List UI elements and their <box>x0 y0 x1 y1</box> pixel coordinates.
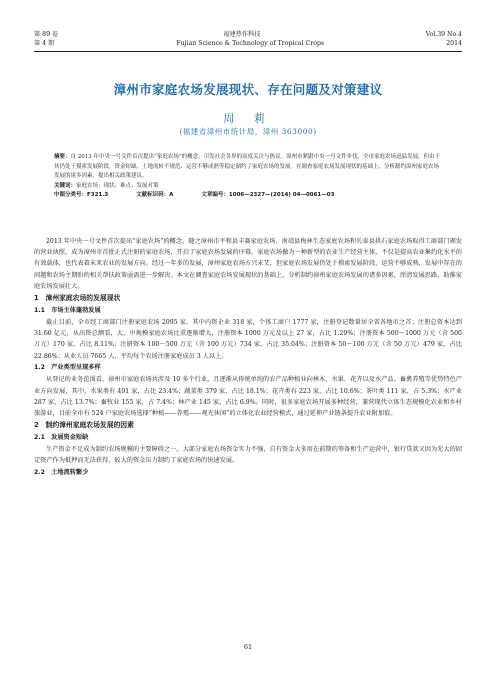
paragraph-1-2: 从登记的业务范围看，漳州市家庭农场共涉及 10 多个行业，且逐渐从传统单纯的农产品种植业向林木、水果、花卉以及水产品、畜禽养殖等优势特色产业方向发展，其中，水果类有 491 家，占比 23.4%；蔬菜类 379 家，占比 18.1%；花卉类有 223 家，占比 10.6%；茶叶类 111 家，占 5.3%；水产业 287 家，占比 13.7%；畜牧业 155 家，占 7.4%；林产业 145 家，占比 6.9%。同时，很多家庭农场开展多种经营，兼营现代立体生态规模化农业和乡村旅游业，目前全市有 524 户家庭农场选择“种植——养殖——观光休闲”的立体化农业经营模式，通过延伸产业链条提升农业附加值。 <box>34 376 462 417</box>
keywords-text: 家庭农场；现状；难点；发展对策 <box>76 182 159 189</box>
body-text <box>34 236 462 479</box>
subsection-heading-1-1: 1.1 市场主体蓬勃发展 <box>34 306 101 314</box>
subsection-heading-2-1: 2.1 发展资金短缺 <box>34 433 89 441</box>
article-number: 文章编号：1006—2327—(2014) 04—0061—03 <box>201 192 335 199</box>
header-year: 2014 <box>446 40 462 47</box>
header-volume-en: Vol.39 No.4 <box>425 31 462 38</box>
paragraph-1-1: 截止目前，全市经工商部门注册家庭农场 2095 家，其中内资企业 318 家，个体工商户 1777 家，注册登记数量居全省各地市之首；注册总资本达到 31.60 亿元，从出资总额看，大、中规模家庭农场比重逐渐增大，注册资本 1000 万元及以上 27 家，占比 1.29%；注册资本 500～1000 万元（含 500 万元）170 家，占比 8.11%；注册资本 100～500 万元（含 100 万元）734 家，占比 35.04%；注册资本 50～100 万元（含 50 万元）479 家，占比 22.86%；从业人员 7665 人，平均每个农场注册家庭成员 3 人以上。 <box>34 319 462 360</box>
abstract-text: 自 2013 年中央一号文件首次提出“家庭农场”的概念，引发社会各界的高度关注与热议。漳州市紧跟中央一号文件步伐，全市家庭农场迅猛发展，但由于其仍处于摸索发展阶段，资金短缺、土地流转不规范、运营不够成熟等稳定制约了家庭农场的发展。在调查家庭农场发展现状的基础上，分析制约漳州家庭农场发展的诸多因素，提出相关政策建议。 <box>54 154 441 180</box>
header-journal-en: Fujian Science & Technology of Tropical Crops <box>176 40 325 47</box>
header-volume: 第 89 卷 <box>34 31 59 38</box>
abstract-block <box>54 153 442 201</box>
header-issue: 第 4 期 <box>34 40 55 47</box>
running-header <box>34 30 462 48</box>
paragraph-2-1: 生产资金不足成为制约农场规模的主要障碍之一。大部分家庭农场资金实力不强，自有资金大多用在前期的筹备和生产运营中，银行贷款又因为无大的固定资产作为抵押而无法获得，较大的资金压力制约了家庭农场的快速发展。 <box>34 446 462 465</box>
clc-number: 中图分类号：F321.3 <box>54 192 109 199</box>
paper-title: 漳州市家庭农场发展现状、存在问题及对策建议 <box>113 82 383 97</box>
subsection-heading-1-2: 1.2 产业类型呈现多样 <box>34 363 101 371</box>
abstract-paragraph <box>54 153 442 182</box>
header-divider <box>34 51 462 52</box>
document-code: 文献标识码：A <box>136 192 174 199</box>
section-heading-2: 2 制约漳州家庭农场发展的因素 <box>34 421 134 430</box>
classification-line <box>54 191 442 201</box>
subsection-heading-2-2: 2.2 土地流转繁少 <box>34 468 89 476</box>
page-number: 61 <box>243 643 253 651</box>
abstract-label: 摘要： <box>54 154 71 160</box>
author-affiliation: (福建省漳州市统计局，漳州 363000) <box>179 127 317 136</box>
author-name: 周 莉 <box>223 112 273 125</box>
section-heading-1: 1 漳州家庭农场的发展现状 <box>34 294 121 303</box>
keywords-label: 关键词： <box>54 182 77 189</box>
intro-paragraph: 2013 年中央一号文件首次提出“家庭农场”的概念，随之漳州市平和县丰赛家庭农场、南靖县梅林生态家庭农场和长泰县拱石家庭农场取得工商部门颁发的营业执照，成为漳州市首批正式注册的家庭农场，开启了家庭农场发展的序幕。家庭农场做为一种新型的农业生产经营主体，不仅是提高农业集约化水平的有效载体，也代表着未来农业的发展方向。经过一年多的发展，漳州家庭农场方兴未艾，但家庭农场发展仍处于摸索发展阶段，运营不够成熟，发展中存在的问题和农场主期盼的相关帮扶政策亟需进一步解决。本文在调查家庭农场发展现状的基础上，分析制约漳州家庭农场发展的诸多因素，厘清发展思路，助推家庭农场发展壮大。 <box>34 238 462 290</box>
header-journal-cn: 福建热作科技 <box>223 31 261 38</box>
keywords-line <box>54 182 442 192</box>
